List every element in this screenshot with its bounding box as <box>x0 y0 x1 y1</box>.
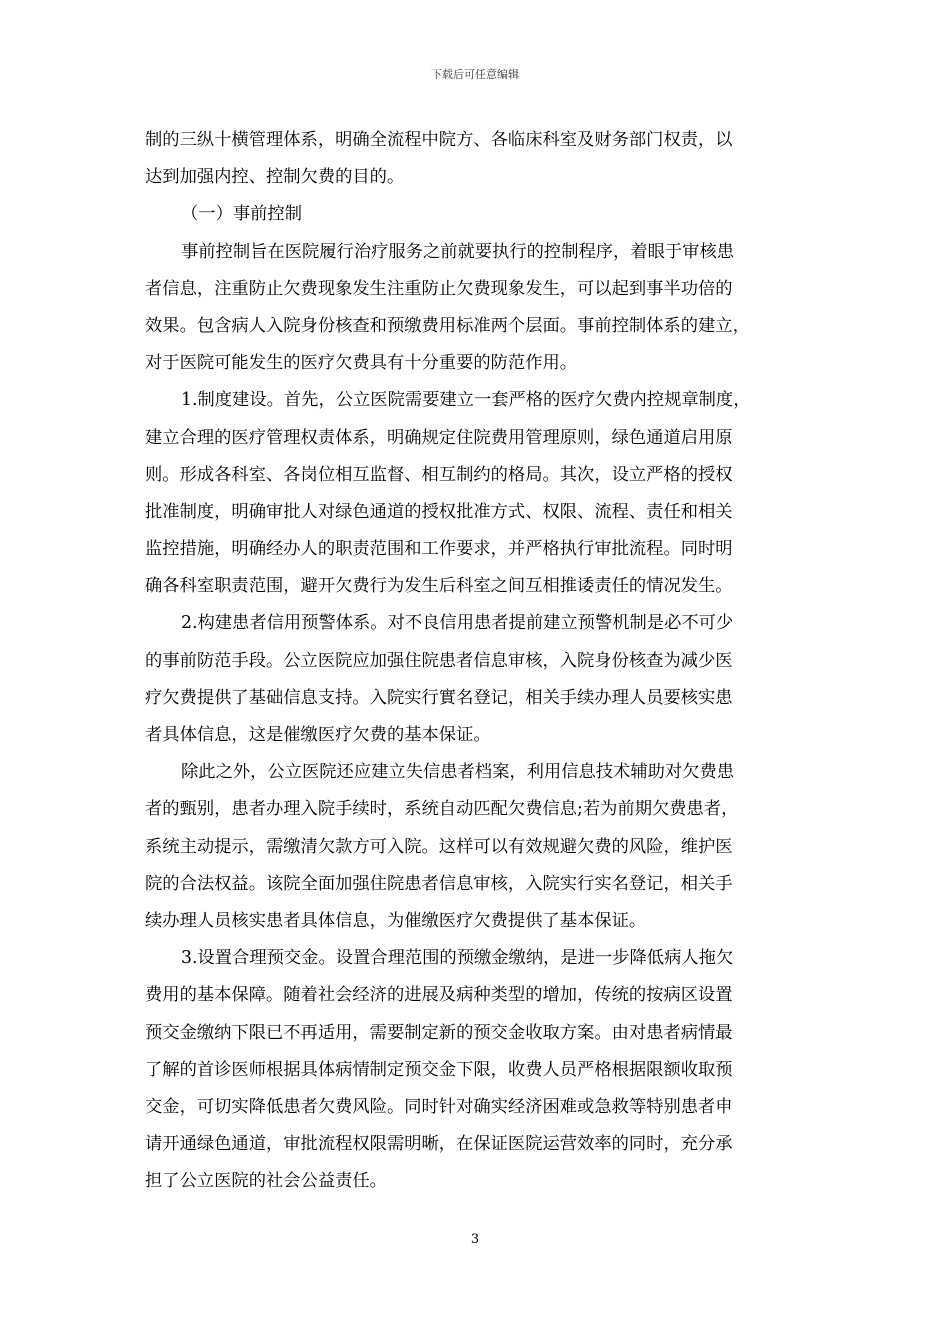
text-line: 续办理人员核实患者具体信息，为催缴医疗欠费提供了基本保证。 <box>145 910 647 931</box>
page-number: 3 <box>470 1232 480 1247</box>
text-line: 达到加强内控、控制欠费的目的。 <box>145 167 405 188</box>
text-line: 制的三纵十横管理体系，明确全流程中院方、各临床科室及财务部门权责，以 <box>145 130 733 150</box>
document-body <box>145 122 817 1200</box>
text-line: 者具体信息，这是催缴医疗欠费的基本保证。 <box>145 725 491 745</box>
section-heading: （一）事前控制 <box>181 204 302 225</box>
text-line: 者信息，注重防止欠费现象发生注重防止欠费现象发生，可以起到事半功倍的 <box>145 278 733 299</box>
text-line: 请开通绿色通道，审批流程权限需明晰，在保证医院运营效率的同时，充分承 <box>145 1134 733 1155</box>
text-line: 者的甄别，患者办理入院手续时，系统自动匹配欠费信息;若为前期欠费患者， <box>145 799 739 820</box>
text-line: 系统主动提示，需缴清欠款方可入院。这样可以有效规避欠费的风险，维护医 <box>145 836 733 857</box>
text-line: 除此之外，公立医院还应建立失信患者档案，利用信息技术辅助对欠费患 <box>181 762 735 783</box>
text-line: 则。形成各科室、各岗位相互监督、相互制约的格局。其次，设立严格的授权 <box>145 464 733 485</box>
text-line: 院的合法权益。该院全面加强住院患者信息审核，入院实行实名登记，相关手 <box>145 873 733 894</box>
text-line: 确各科室职责范围，避开欠费行为发生后科室之间互相推诿责任的情况发生。 <box>145 576 733 597</box>
text-line: 了解的首诊医师根据具体病情制定预交金下限，收费人员严格根据限额收取预 <box>145 1059 733 1080</box>
text-line: 费用的基本保障。随着社会经济的进展及病种类型的增加，传统的按病区设置 <box>145 985 733 1006</box>
text-line: 2.构建患者信用预警体系。对不良信用患者提前建立预警机制是必不可少 <box>181 613 734 634</box>
text-line: 预交金缴纳下限已不再适用，需要制定新的预交金收取方案。由对患者病情最 <box>145 1022 733 1043</box>
text-line: 建立合理的医疗管理权责体系，明确规定住院费用管理原则，绿色通道启用原 <box>145 427 733 448</box>
text-line: 批准制度，明确审批人对绿色通道的授权批准方式、权限、流程、责任和相关 <box>145 501 733 522</box>
text-line: 的事前防范手段。公立医院应加强住院患者信息审核，入院身份核查为减少医 <box>145 650 733 671</box>
text-line: 1.制度建设。首先，公立医院需要建立一套严格的医疗欠费内控规章制度， <box>181 390 751 411</box>
text-line: 疗欠费提供了基础信息支持。入院实行實名登记，相关手续办理人员要核实患 <box>145 687 733 708</box>
text-line: 对于医院可能发生的医疗欠费具有十分重要的防范作用。 <box>145 353 578 374</box>
text-line: 交金，可切实降低患者欠费风险。同时针对确实经济困难或急救等特别患者申 <box>145 1096 733 1117</box>
text-line: 效果。包含病人入院身份核查和预缴费用标准两个层面。事前控制体系的建立， <box>145 315 750 336</box>
text-line: 监控措施，明确经办人的职责范围和工作要求，并严格执行审批流程。同时明 <box>145 539 733 560</box>
text-line: 事前控制旨在医院履行治疗服务之前就要执行的控制程序，着眼于审核患 <box>181 241 735 262</box>
page-header: 下载后可任意编辑 <box>431 68 519 81</box>
text-line: 担了公立医院的社会公益责任。 <box>145 1171 387 1192</box>
text-line: 3.设置合理预交金。设置合理范围的预缴金缴纳，是进一步降低病人拖欠 <box>181 948 734 969</box>
